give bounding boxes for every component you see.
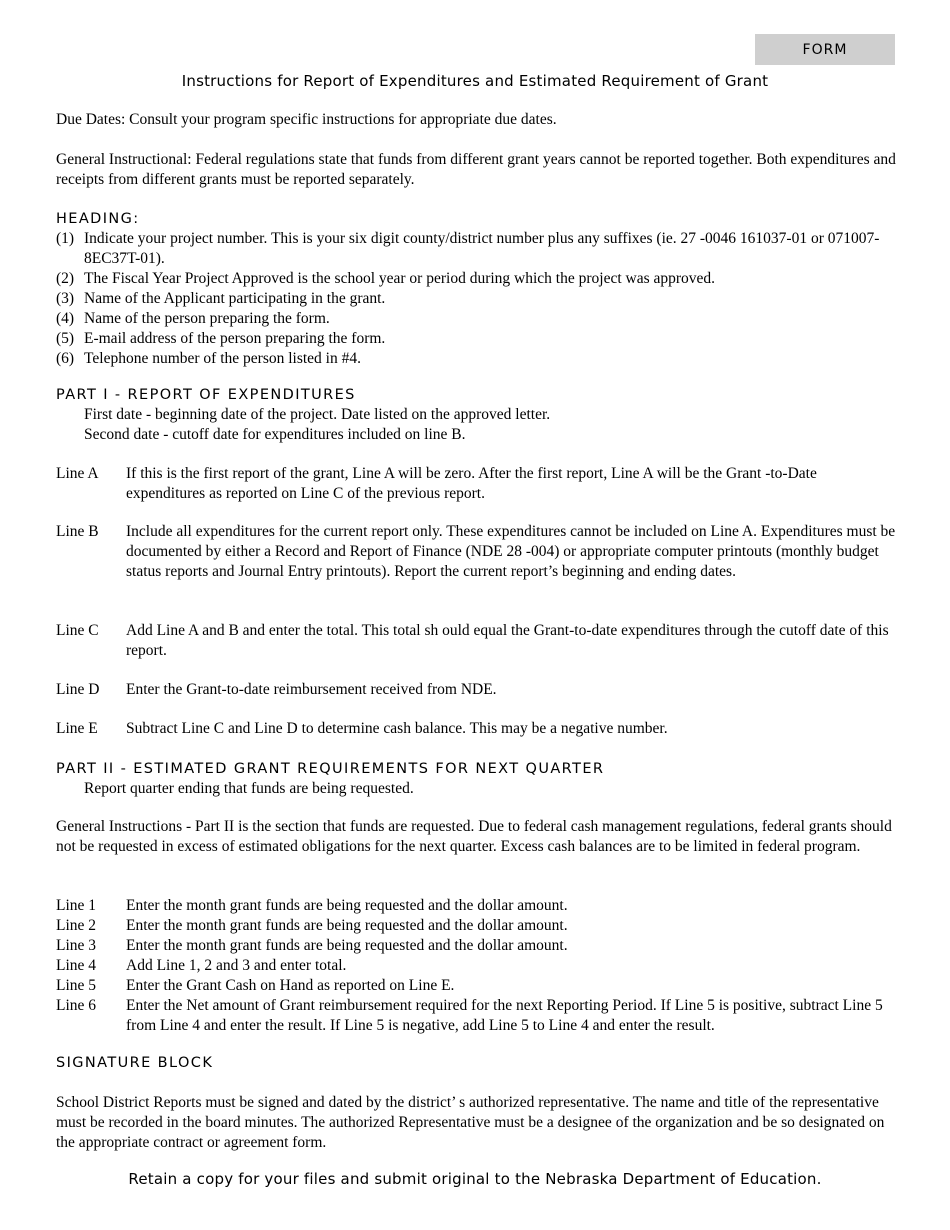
line-label: Line A (56, 465, 99, 482)
line-label: Line 3 (56, 937, 97, 954)
item-text: Name of the person preparing the form. (84, 310, 330, 327)
heading-section (56, 209, 896, 369)
item-text: Telephone number of the person listed in #4. (84, 350, 361, 367)
list-item (56, 289, 896, 309)
due-dates-text: Due Dates: Consult your program specific instructions for appropriate due dates. (56, 111, 557, 128)
list-item (56, 349, 896, 369)
general-instructional-section (56, 150, 896, 190)
line-c-row (56, 621, 896, 661)
line-row (56, 916, 896, 936)
line-row (56, 896, 896, 916)
part1-title: PART I - REPORT OF EXPENDITURES (56, 387, 356, 403)
line-label: Line C (56, 622, 99, 639)
line-text: Add Line A and B and enter the total. This total sh ould equal the Grant-to-date expenditures through the cutoff date of this report. (126, 622, 889, 659)
item-number: (4) (56, 310, 75, 327)
line-label: Line D (56, 681, 100, 698)
line-text: Enter the Grant Cash on Hand as reported on Line E. (126, 977, 455, 994)
line-e-row (56, 719, 896, 739)
list-item (56, 329, 896, 349)
line-label: Line E (56, 720, 98, 737)
line-text: Subtract Line C and Line D to determine cash balance. This may be a negative number. (126, 720, 668, 737)
list-item (56, 269, 896, 289)
line-row (56, 996, 896, 1036)
line-label: Line 2 (56, 917, 97, 934)
line-label: Line 6 (56, 997, 97, 1014)
item-number: (2) (56, 270, 75, 287)
line-text: Enter the Net amount of Grant reimbursement required for the next Reporting Period. If Line 5 is positive, subtract Line 5 from Line 4 and enter the result. If Line 5 is negative, add Line 5 to Line 4 and enter the result. (126, 997, 883, 1034)
item-text: Indicate your project number. This is your six digit county/district number plus any suffixes (ie. 27 -0046 161037-01 or 071007-8EC37T-01). (84, 230, 880, 267)
list-item (56, 229, 896, 269)
general-instructional-text: General Instructional: Federal regulations state that funds from different grant years cannot be reported together. Both expenditures and receipts from different grants must be reported separately. (56, 151, 896, 188)
item-number: (3) (56, 290, 75, 307)
signature-text: School District Reports must be signed and dated by the district’ s authorized representative. The name and title of the representative must be recorded in the board minutes. The authorized Representative must be a designee of the organization and be so designated on the appropriate contract or agreement form. (56, 1094, 885, 1151)
part1-section (56, 385, 896, 445)
item-number: (6) (56, 350, 75, 367)
line-text: Enter the month grant funds are being requested and the dollar amount. (126, 917, 568, 934)
page-title: Instructions for Report of Expenditures and Estimated Requirement of Grant (181, 72, 769, 90)
part1-second-date: Second date - cutoff date for expenditures included on line B. (84, 426, 466, 443)
line-label: Line B (56, 523, 99, 540)
signature-section (56, 1053, 896, 1073)
line-row (56, 936, 896, 956)
line-text: Enter the month grant funds are being requested and the dollar amount. (126, 937, 568, 954)
line-b-row (56, 522, 896, 582)
part2-lines (56, 896, 896, 1036)
part2-section (56, 759, 896, 799)
line-row (56, 976, 896, 996)
heading-section-title: HEADING: (56, 211, 140, 227)
part2-general-text: General Instructions - Part II is the section that funds are requested. Due to federal cash management regulations, federal grants should not be requested in excess of estimated obligations for the next quarter. Excess cash balances are to be limited in federal program. (56, 818, 892, 855)
line-row (56, 956, 896, 976)
part1-first-date: First date - beginning date of the project. Date listed on the approved letter. (84, 406, 551, 423)
item-text: The Fiscal Year Project Approved is the school year or period during which the project was approved. (84, 270, 716, 287)
line-text: Add Line 1, 2 and 3 and enter total. (126, 957, 347, 974)
line-label: Line 4 (56, 957, 97, 974)
item-number: (5) (56, 330, 75, 347)
line-d-row (56, 680, 896, 700)
item-text: E-mail address of the person preparing the form. (84, 330, 386, 347)
line-text: Enter the Grant-to-date reimbursement received from NDE. (126, 681, 497, 698)
line-a-row (56, 464, 896, 504)
signature-body (56, 1093, 896, 1153)
item-number: (1) (56, 230, 75, 247)
heading-list (56, 229, 896, 369)
part2-title: PART II - ESTIMATED GRANT REQUIREMENTS FOR NEXT QUARTER (56, 761, 605, 777)
line-text: Include all expenditures for the current report only. These expenditures cannot be included on Line A. Expenditures must be documented by either a Record and Report of Finance (NDE 28 -004) or appropriate computer printouts (monthly budget status reports and Journal Entry printouts). Report the current report’s beginning and ending dates. (126, 523, 896, 580)
line-label: Line 5 (56, 977, 97, 994)
footer-note: Retain a copy for your files and submit original to the Nebraska Department of Education. (128, 1170, 822, 1188)
form-badge: FORM (755, 34, 895, 65)
line-text: If this is the first report of the grant, Line A will be zero. After the first report, Line A will be the Grant -to-Date expenditures as reported on Line C of the previous report. (126, 465, 817, 502)
signature-title: SIGNATURE BLOCK (56, 1055, 214, 1071)
line-label: Line 1 (56, 897, 97, 914)
line-text: Enter the month grant funds are being requested and the dollar amount. (126, 897, 568, 914)
part2-general-section (56, 817, 896, 857)
list-item (56, 309, 896, 329)
part2-report-quarter: Report quarter ending that funds are being requested. (84, 780, 414, 797)
due-dates-section (56, 110, 896, 130)
item-text: Name of the Applicant participating in the grant. (84, 290, 386, 307)
